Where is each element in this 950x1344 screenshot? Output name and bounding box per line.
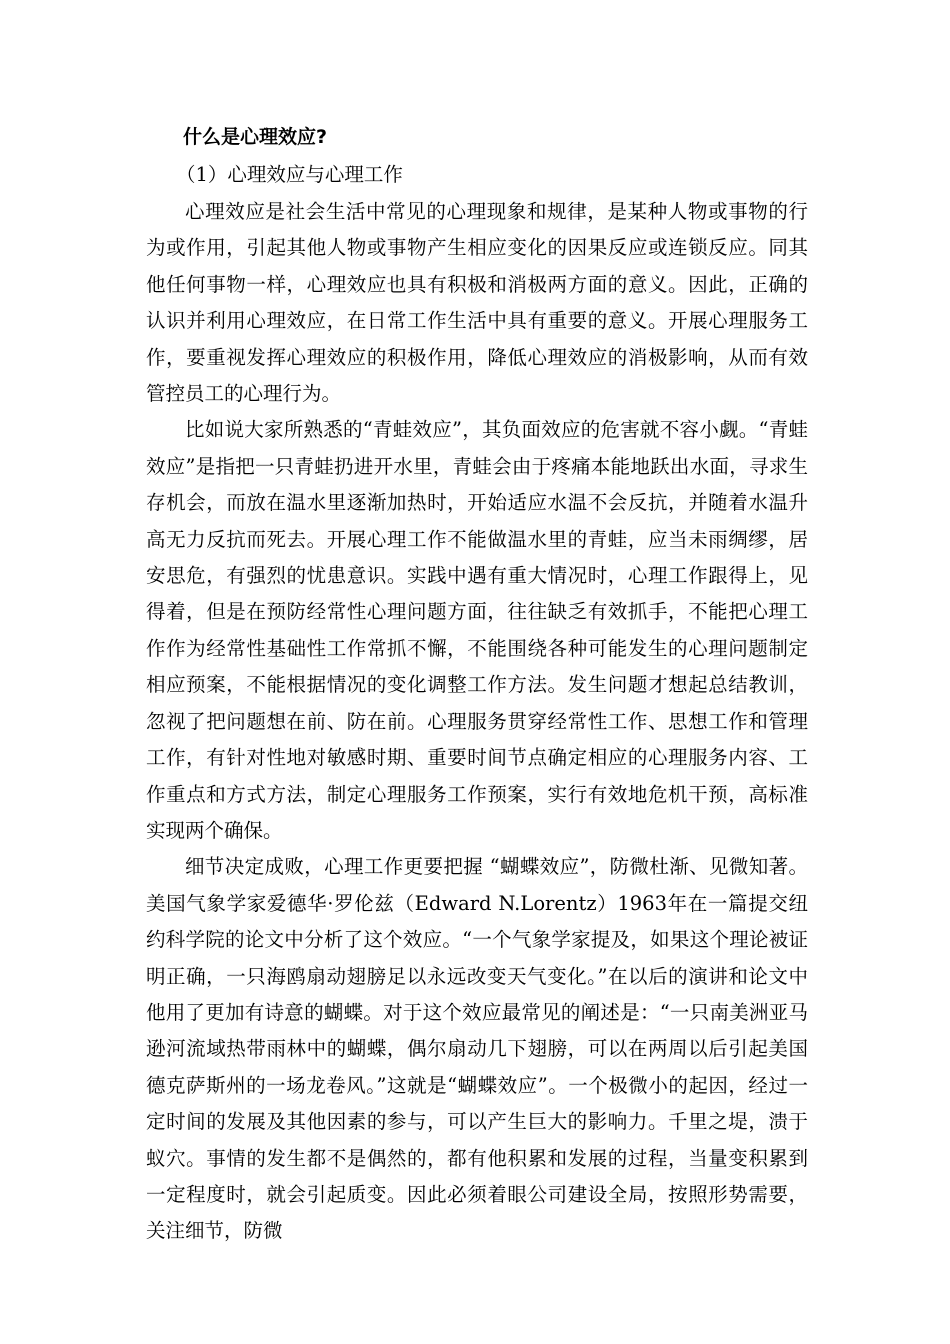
paragraph-frog-effect: 比如说大家所熟悉的“青蛙效应”，其负面效应的危害就不容小觑。“青蛙效应”是指把一只青蛙扔进开水里，青蛙会由于疼痛本能地跃出水面，寻求生存机会，而放在温水里逐渐加热时，开始适应水温不会反抗，并随着水温升高无力反抗而死去。开展心理工作不能做温水里的青蛙，应当未雨绸缪，居安思危，有强烈的忧患意识。实践中遇有重大情况时，心理工作跟得上，见得着，但是在预防经常性心理问题方面，往往缺乏有效抓手，不能把心理工作作为经常性基础性工作常抓不懈，不能围绕各种可能发生的心理问题制定相应预案，不能根据情况的变化调整工作方法。发生问题才想起总结教训，忽视了把问题想在前、防在前。心理服务贯穿经常性工作、思想工作和管理工作，有针对性地对敏感时期、重要时间节点确定相应的心理服务内容、工作重点和方式方法，制定心理服务工作预案，实行有效地危机干预，高标准实现两个确保。: [146, 418, 808, 842]
paragraph-butterfly-effect: 细节决定成败，心理工作更要把握 “蝴蝶效应”，防微杜渐、见微知著。美国气象学家爱德华·罗伦兹（Edward N.Lorentz）1963年在一篇提交纽约科学院的论文中分析了这个效应。“一个气象学家提及，如果这个理论被证明正确，一只海鸥扇动翅膀足以永远改变天气变化。”在以后的演讲和论文中他用了更加有诗意的蝴蝶。对于这个效应最常见的阐述是：“一只南美洲亚马逊河流域热带雨林中的蝴蝶，偶尔扇动几下翅膀，可以在两周以后引起美国德克萨斯州的一场龙卷风。”这就是“蝴蝶效应”。一个极微小的起因，经过一定时间的发展及其他因素的参与，可以产生巨大的影响力。千里之堤，溃于蚁穴。事情的发生都不是偶然的，都有他积累和发展的过程，当量变积累到一定程度时，就会引起质变。因此必须着眼公司建设全局，按照形势需要，关注细节，防微: [146, 855, 808, 1243]
document-page: [146, 118, 808, 1250]
paragraph-intro: 心理效应是社会生活中常见的心理现象和规律，是某种人物或事物的行为或作用，引起其他人物或事物产生相应变化的因果反应或连锁反应。同其他任何事物一样，心理效应也具有积极和消极两方面的意义。因此，正确的认识并利用心理效应，在日常工作生活中具有重要的意义。开展心理服务工作，要重视发挥心理效应的积极作用，降低心理效应的消极影响，从而有效管控员工的心理行为。: [146, 200, 808, 406]
page-title: 什么是心理效应?: [183, 126, 328, 148]
section-heading: （1）心理效应与心理工作: [176, 163, 403, 186]
